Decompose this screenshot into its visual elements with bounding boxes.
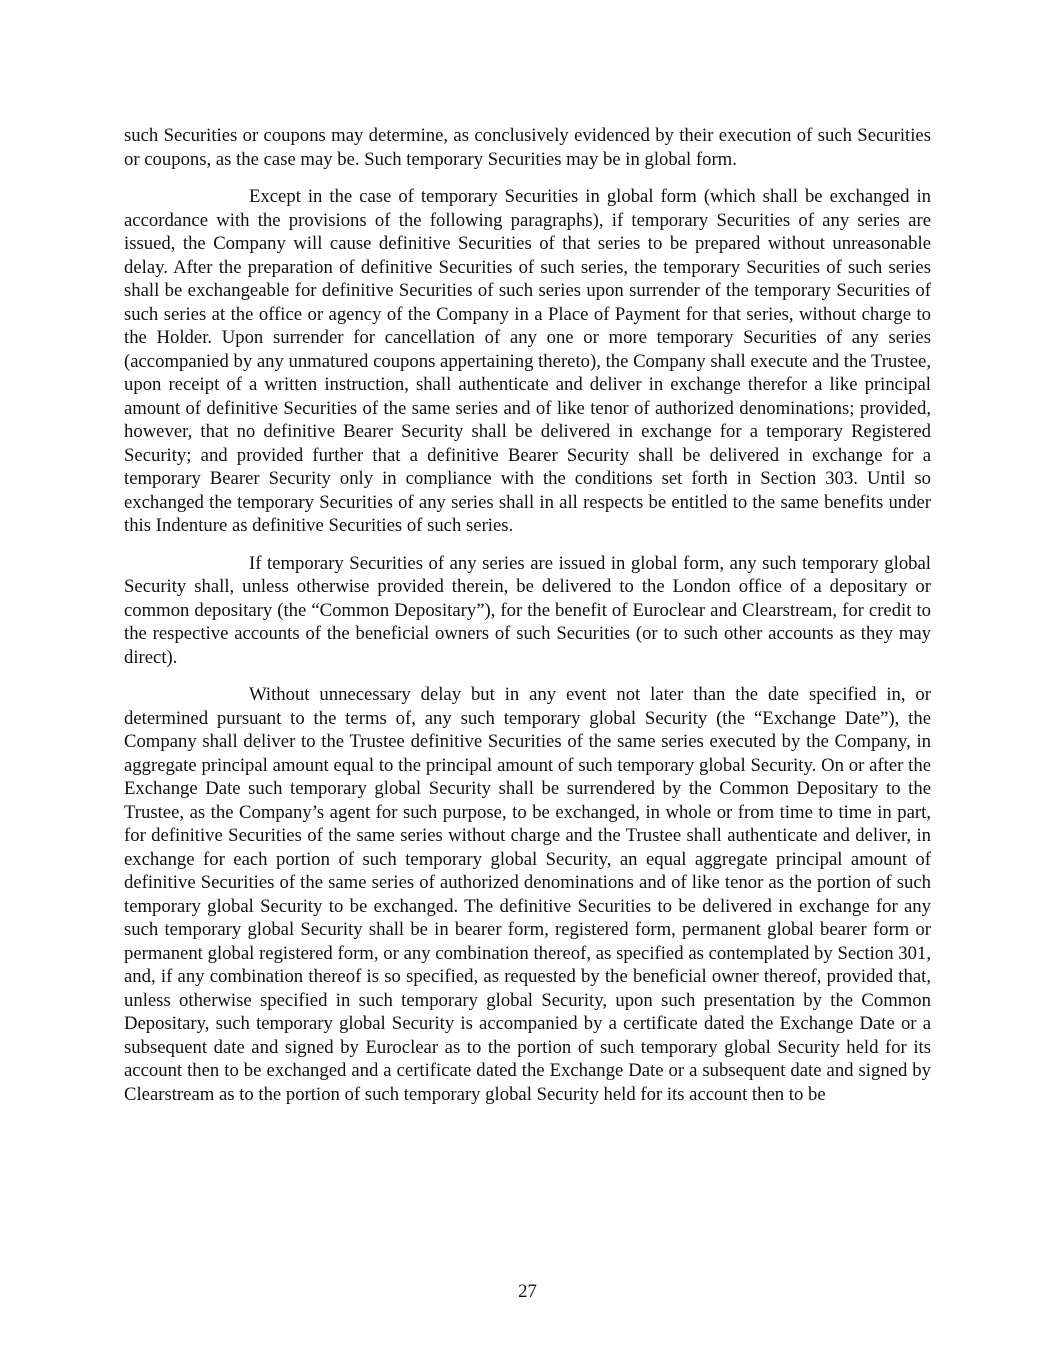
document-body xyxy=(124,124,931,1120)
paragraph-exchange-date: Without unnecessary delay but in any event not later than the date specified in, or determined pursuant to the terms of, any such temporary global Security (the “Exchange Date”), the Company shall deliver to the Trustee definitive Securities of the same series executed by the Company, in aggregate principal amount equal to the principal amount of such temporary global Security. On or after the Exchange Date such temporary global Security shall be surrendered by the Common Depositary to the Trustee, as the Company’s agent for such purpose, to be exchanged, in whole or from time to time in part, for definitive Securities of the same series without charge and the Trustee shall authenticate and deliver, in exchange for each portion of such temporary global Security, an equal aggregate principal amount of definitive Securities of the same series of authorized denominations and of like tenor as the portion of such temporary global Security to be exchanged. The definitive Securities to be delivered in exchange for any such temporary global Security shall be in bearer form, registered form, permanent global bearer form or permanent global registered form, or any combination thereof, as specified as contemplated by Section 301, and, if any combination thereof is so specified, as requested by the beneficial owner thereof, provided that, unless otherwise specified in such temporary global Security, upon such presentation by the Common Depositary, such temporary global Security is accompanied by a certificate dated the Exchange Date or a subsequent date and signed by Euroclear as to the portion of such temporary global Security held for its account then to be exchanged and a certificate dated the Exchange Date or a subsequent date and signed by Clearstream as to the portion of such temporary global Security held for its account then to be xyxy=(124,684,931,1105)
paragraph-global-form-delivery: If temporary Securities of any series are issued in global form, any such temporary global Security shall, unless otherwise provided therein, be delivered to the London office of a depositary or common depositary (the “Common Depositary”), for the benefit of Euroclear and Clearstream, for credit to the respective accounts of the beneficial owners of such Securities (or to such other accounts as they may direct). xyxy=(124,552,931,668)
paragraph-continuation: such Securities or coupons may determine, as conclusively evidenced by their execution of such Securities or coupons, as the case may be. Such temporary Securities may be in global form. xyxy=(124,125,931,170)
paragraph-temporary-exchange: Except in the case of temporary Securities in global form (which shall be exchanged in accordance with the provisions of the following paragraphs), if temporary Securities of any series are issued, the Company will cause definitive Securities of that series to be prepared without unreasonable delay. After the preparation of definitive Securities of such series, the temporary Securities of such series shall be exchangeable for definitive Securities of such series upon surrender of the temporary Securities of such series at the office or agency of the Company in a Place of Payment for that series, without charge to the Holder. Upon surrender for cancellation of any one or more temporary Securities of any series (accompanied by any unmatured coupons appertaining thereto), the Company shall execute and the Trustee, upon receipt of a written instruction, shall authenticate and deliver in exchange therefor a like principal amount of definitive Securities of the same series and of like tenor of authorized denominations; provided, however, that no definitive Bearer Security shall be delivered in exchange for a temporary Registered Security; and provided further that a definitive Bearer Security shall be delivered in exchange for a temporary Bearer Security only in compliance with the conditions set forth in Section 303. Until so exchanged the temporary Securities of any series shall in all respects be entitled to the same benefits under this Indenture as definitive Securities of such series. xyxy=(124,186,931,536)
page-number: 27 xyxy=(518,1281,537,1302)
